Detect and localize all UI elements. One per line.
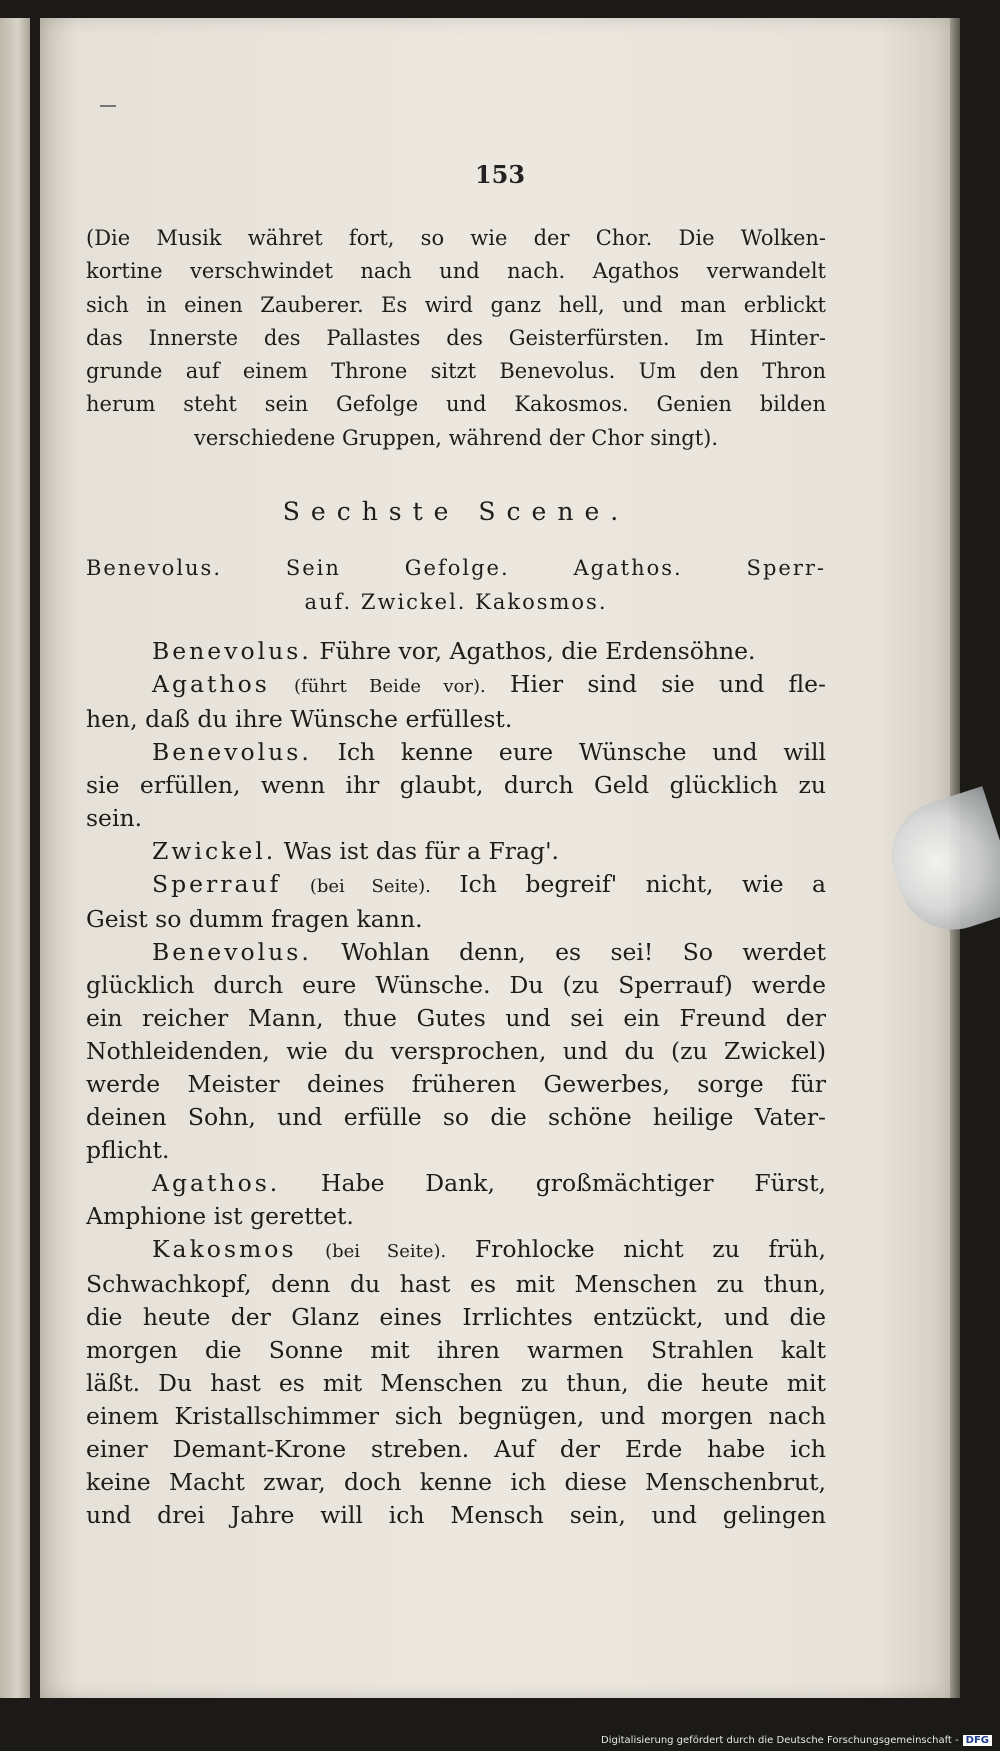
speaker-name: Benevolus.: [152, 636, 312, 665]
speech-text: Ich begreif' nicht, wie a: [459, 869, 826, 898]
stage-line: herum steht sein Gefolge und Kakosmos. Genien bilden: [86, 392, 826, 417]
dialogue-line: ein reicher Mann, thue Gutes und sei ein Freund der: [86, 1003, 826, 1032]
dialogue-line: [86, 835, 826, 868]
dialogue-line: Schwachkopf, denn du hast es mit Menschen zu thun,: [86, 1269, 826, 1298]
dialogue-line: hen, daß du ihre Wünsche erfüllest.: [86, 704, 513, 733]
cast-line: auf. Zwickel. Kakosmos.: [304, 589, 608, 614]
page-content: [86, 222, 826, 1532]
margin-mark: [100, 105, 116, 107]
footer-text: Digitalisierung gefördert durch die Deutsche Forschungsgemeinschaft -: [601, 1735, 959, 1746]
stage-direction: [86, 222, 826, 455]
stage-line: sich in einen Zauberer. Es wird ganz hell, und man erblickt: [86, 292, 826, 317]
stage-line: verschiedene Gruppen, während der Chor singt).: [194, 425, 718, 450]
footer-credit: [601, 1735, 992, 1746]
dialogue-line: [86, 736, 826, 769]
dialogue-line: morgen die Sonne mit ihren warmen Strahlen kalt: [86, 1335, 826, 1364]
dialogue-line: [86, 1167, 826, 1200]
speaker-name: Agathos.: [152, 1168, 281, 1197]
stage-aside: (führt Beide vor).: [294, 675, 486, 697]
speech-text: Führe vor, Agathos, die Erdensöhne.: [319, 636, 756, 665]
stage-line: kortine verschwindet nach und nach. Agathos verwandelt: [86, 259, 826, 284]
speaker-name: Kakosmos: [152, 1234, 297, 1263]
dialogue-line: [86, 868, 826, 903]
stage-line: das Innerste des Pallastes des Geisterfürsten. Im Hinter-: [86, 325, 826, 350]
speaker-name: Benevolus.: [152, 937, 312, 966]
dialogue-line: sein.: [86, 803, 143, 832]
dialogue-line: pflicht.: [86, 1135, 170, 1164]
dialogue-line: [86, 1233, 826, 1268]
speaker-name: Agathos: [152, 669, 270, 698]
scene-heading: Sechste Scene.: [282, 497, 630, 527]
dialogue-line: und drei Jahre will ich Mensch sein, und gelingen: [86, 1500, 826, 1529]
speaker-name: Sperrauf: [152, 869, 282, 898]
dialogue-line: Amphione ist gerettet.: [86, 1201, 354, 1230]
speaker-name: Benevolus.: [152, 737, 312, 766]
dialogue-line: Geist so dumm fragen kann.: [86, 904, 423, 933]
dialogue-line: sie erfüllen, wenn ihr glaubt, durch Geld glücklich zu: [86, 770, 826, 799]
page-number: 153: [474, 160, 526, 189]
dialogue: [86, 635, 826, 1532]
dialogue-line: läßt. Du hast es mit Menschen zu thun, die heute mit: [86, 1368, 826, 1397]
dialogue-line: deinen Sohn, und erfülle so die schöne heilige Vater-: [86, 1102, 826, 1131]
dialogue-line: keine Macht zwar, doch kenne ich diese Menschenbrut,: [86, 1467, 826, 1496]
dialogue-line: [86, 668, 826, 703]
dialogue-line: [86, 936, 826, 969]
speech-text: Hier sind sie und fle-: [509, 669, 826, 698]
left-page-edge: [0, 18, 30, 1698]
speech-text: Ich kenne eure Wünsche und will: [337, 737, 826, 766]
dialogue-line: Nothleidenden, wie du versprochen, und du (zu Zwickel): [86, 1036, 826, 1065]
dfg-logo-icon: DFG: [963, 1735, 992, 1746]
dialogue-line: glücklich durch eure Wünsche. Du (zu Sperrauf) werde: [86, 970, 826, 999]
speech-text: Habe Dank, großmächtiger Fürst,: [321, 1168, 826, 1197]
dialogue-line: [86, 635, 826, 668]
cast-list: [86, 552, 826, 619]
speech-text: Wohlan denn, es sei! So werdet: [341, 937, 826, 966]
stage-line: (Die Musik währet fort, so wie der Chor. Die Wolken-: [86, 226, 826, 250]
stage-aside: (bei Seite).: [309, 875, 431, 897]
stage-aside: (bei Seite).: [325, 1240, 447, 1262]
dialogue-line: werde Meister deines früheren Gewerbes, sorge für: [86, 1069, 826, 1098]
speaker-name: Zwickel.: [152, 836, 277, 865]
stage-line: grunde auf einem Throne sitzt Benevolus. Um den Thron: [86, 359, 826, 384]
speech-text: Frohlocke nicht zu früh,: [474, 1234, 826, 1263]
dialogue-line: einer Demant-Krone streben. Auf der Erde habe ich: [86, 1434, 826, 1463]
dialogue-line: die heute der Glanz eines Irrlichtes entzückt, und die: [86, 1302, 826, 1331]
speech-text: Was ist das für a Frag'.: [283, 836, 560, 865]
dialogue-line: einem Kristallschimmer sich begnügen, und morgen nach: [86, 1401, 826, 1430]
cast-line: Benevolus. Sein Gefolge. Agathos. Sperr-: [86, 556, 826, 581]
